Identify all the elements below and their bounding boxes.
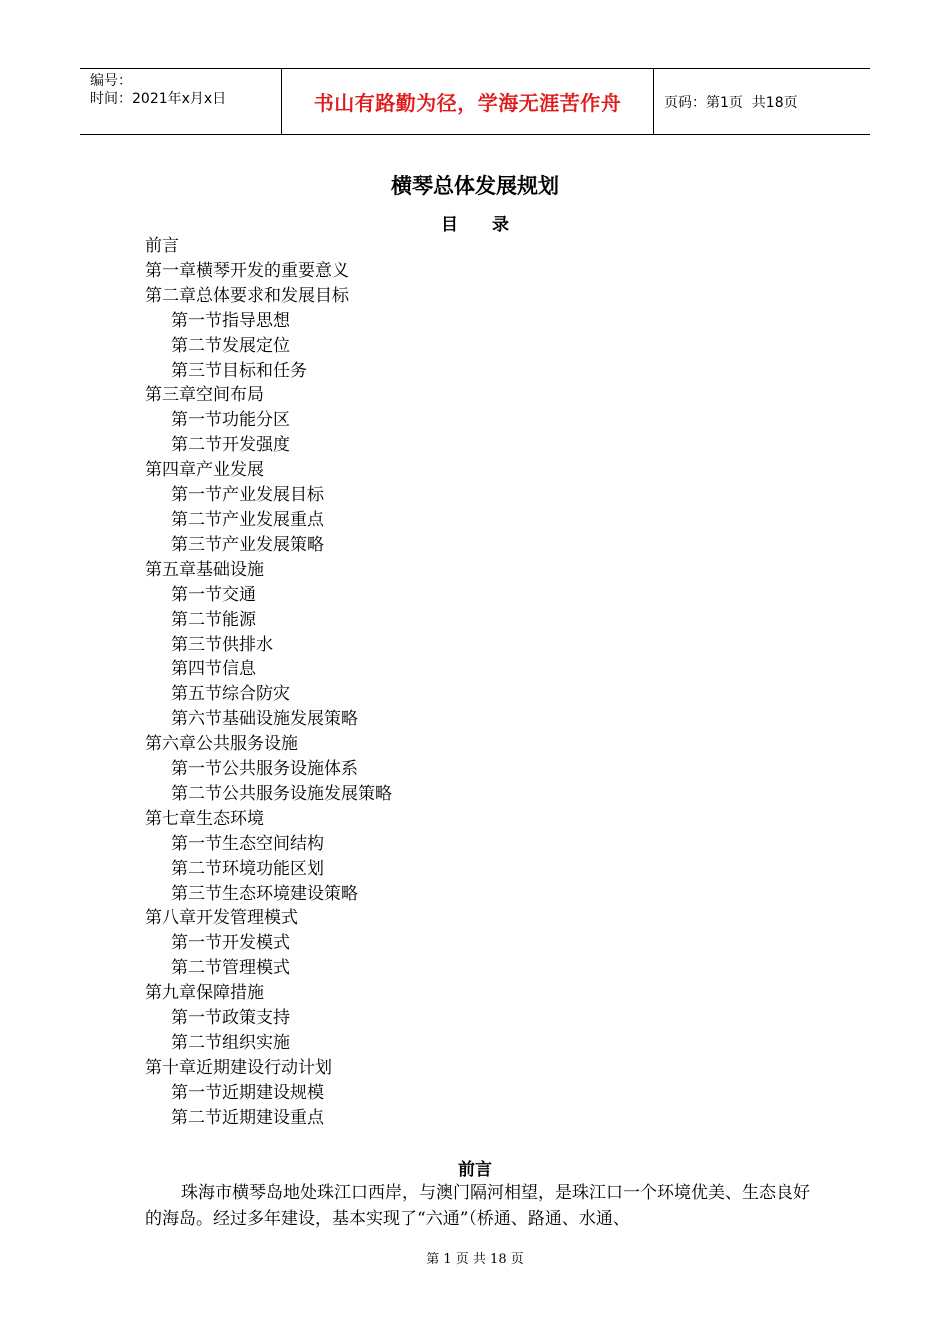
toc-chapter-item: 第九章保障措施: [145, 983, 264, 1004]
header-meta: [80, 69, 282, 134]
toc-section-item: 第三节生态环境建设策略: [171, 883, 358, 904]
toc-section-item: 第二节能源: [171, 609, 256, 630]
document-title: 横琴总体发展规划: [391, 174, 559, 198]
number-label: 编号：: [90, 73, 132, 89]
toc-section-item: 第五节综合防灾: [171, 684, 290, 705]
toc-chapter-item: 第三章空间布局: [145, 385, 264, 406]
toc-chapter-item: 第四章产业发展: [145, 460, 264, 481]
toc-section-item: 第一节交通: [171, 584, 256, 605]
toc-section-item: 第二节产业发展重点: [171, 509, 324, 530]
preface-heading: 前言: [458, 1160, 492, 1180]
toc-section-item: 第一节功能分区: [171, 410, 290, 431]
toc-chapter-item: 第七章生态环境: [145, 808, 264, 829]
toc-chapter-item: 第一章横琴开发的重要意义: [145, 260, 349, 281]
toc-section-item: 第二节发展定位: [171, 335, 290, 356]
toc-section-item: 第一节产业发展目标: [171, 485, 324, 506]
toc-section-item: 第三节目标和任务: [171, 360, 307, 381]
toc-chapter-item: 第八章开发管理模式: [145, 908, 298, 929]
toc-section-item: 第六节基础设施发展策略: [171, 709, 358, 730]
toc-section-item: 第四节信息: [171, 659, 256, 680]
toc-section-item: 第二节组织实施: [171, 1033, 290, 1053]
header-motto: 书山有路勤为径，学海无涯苦作舟: [282, 69, 654, 134]
toc-chapter-item: 第二章总体要求和发展目标: [145, 285, 349, 306]
toc-section-item: 第二节公共服务设施发展策略: [171, 783, 392, 804]
toc-section-item: 第一节指导思想: [171, 310, 290, 331]
toc-chapter-item: 前言: [145, 236, 179, 256]
toc-chapter-item: 第十章近期建设行动计划: [145, 1057, 332, 1078]
toc-chapter-item: 第六章公共服务设施: [145, 734, 298, 755]
toc-section-item: 第二节环境功能区划: [171, 858, 324, 879]
toc-section-item: 第一节政策支持: [171, 1008, 290, 1029]
toc-section-item: 第二节近期建设重点: [171, 1107, 324, 1128]
toc-section-item: 第三节产业发展策略: [171, 534, 324, 555]
toc-section-item: 第一节开发模式: [171, 933, 290, 954]
toc-section-item: 第二节开发强度: [171, 435, 290, 456]
page-header: [80, 68, 870, 135]
toc-section-item: 第一节生态空间结构: [171, 833, 324, 854]
toc-section-item: 第三节供排水: [171, 634, 273, 655]
header-page-info: 页码：第1页 共18页: [664, 94, 798, 111]
toc-heading: 目 录: [441, 215, 523, 235]
toc-section-item: 第一节公共服务设施体系: [171, 759, 358, 780]
date-label: 时间：2021年x月x日: [90, 91, 227, 107]
toc-chapter-item: 第五章基础设施: [145, 559, 264, 580]
page-footer: 第 1 页 共 18 页: [426, 1252, 524, 1267]
preface-paragraph: 珠海市横琴岛地处珠江口西岸，与澳门隔河相望，是珠江口一个环境优美、生态良好的海岛。经过多年建设，基本实现了“六通”（桥通、路通、水通、: [145, 1183, 810, 1229]
toc-section-item: 第二节管理模式: [171, 958, 290, 979]
table-of-contents: [145, 234, 392, 1131]
toc-section-item: 第一节近期建设规模: [171, 1082, 324, 1103]
